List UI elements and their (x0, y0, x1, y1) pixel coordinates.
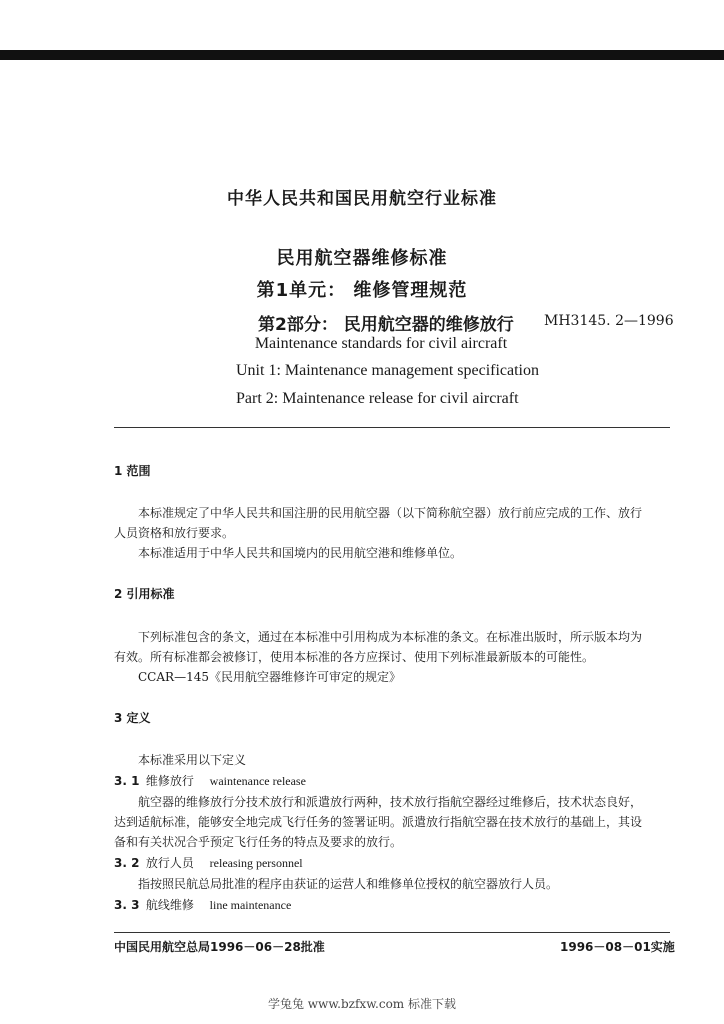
section-1-para2: 本标准适用于中华人民共和国境内的民用航空港和维修单位。 (138, 546, 463, 560)
english-title-line3: Part 2: Maintenance release for civil aircraft (236, 390, 519, 407)
term-chinese: 维修放行 (145, 774, 194, 788)
section-2-para1-line2: 有效。所有标准都会被修订，使用本标准的各方应探讨、使用下列标准最新版本的可能性。 (114, 650, 595, 664)
english-title-line1: Maintenance standards for civil aircraft (254, 335, 508, 352)
term-3-1-line2: 达到适航标准，能够安全地完成飞行任务的签署证明。派遣放行指航空器在技术放行的基础上，其设 (114, 815, 643, 829)
section-2-reference: CCAR—145《民用航空器维修许可审定的规定》 (138, 670, 401, 684)
term-3-1-line3: 备和有关状况合乎预定飞行任务的特点及要求的放行。 (114, 835, 403, 849)
standard-code: MH3145. 2—1996 (544, 313, 674, 329)
term-english: releasing personnel (209, 856, 303, 870)
term-chinese: 航线维修 (145, 898, 194, 912)
section-2-para1-line1: 下列标准包含的条文，通过在本标准中引用构成为本标准的条文。在标准出版时，所示版本均为 (138, 630, 643, 644)
term-3-1-line1: 航空器的维修放行分技术放行和派遣放行两种，技术放行指航空器经过维修后，技术状态良好， (138, 795, 643, 809)
term-number: 3. 3 (114, 898, 140, 912)
section-1-para1-line2: 人员资格和放行要求。 (114, 526, 235, 540)
term-number: 3. 1 (114, 774, 140, 788)
approval-date: 中国民用航空总局1996－06－28批准 (114, 940, 325, 954)
term-english: waintenance release (209, 774, 306, 788)
header-divider (114, 427, 670, 428)
english-title-line2: Unit 1: Maintenance management specification (236, 362, 539, 379)
term-3-1 (114, 772, 306, 789)
term-3-3 (114, 896, 291, 913)
section-1-heading: 1 范围 (114, 464, 151, 478)
section-3-intro: 本标准采用以下定义 (138, 753, 247, 767)
section-3-heading: 3 定义 (114, 711, 151, 725)
implementation-date: 1996－08－01实施 (560, 940, 675, 954)
term-3-2 (114, 854, 303, 871)
term-number: 3. 2 (114, 856, 140, 870)
term-chinese: 放行人员 (145, 856, 194, 870)
top-border-bar (0, 50, 724, 60)
organization-heading: 中华人民共和国民用航空行业标准 (227, 189, 497, 209)
footer-divider (114, 932, 670, 933)
part-title: 第2部分： 民用航空器的维修放行 (258, 315, 514, 335)
section-2-heading: 2 引用标准 (114, 587, 175, 601)
term-english: line maintenance (209, 898, 292, 912)
section-1-para1-line1: 本标准规定了中华人民共和国注册的民用航空器（以下简称航空器）放行前应完成的工作、放行 (138, 506, 643, 520)
term-3-2-line1: 指按照民航总局批准的程序由获证的运营人和维修单位授权的航空器放行人员。 (138, 877, 559, 891)
unit-title: 第1单元： 维修管理规范 (256, 280, 468, 301)
watermark-text: 学兔兔 www.bzfxw.com 标准下载 (267, 997, 457, 1011)
standard-title: 民用航空器维修标准 (276, 248, 448, 269)
